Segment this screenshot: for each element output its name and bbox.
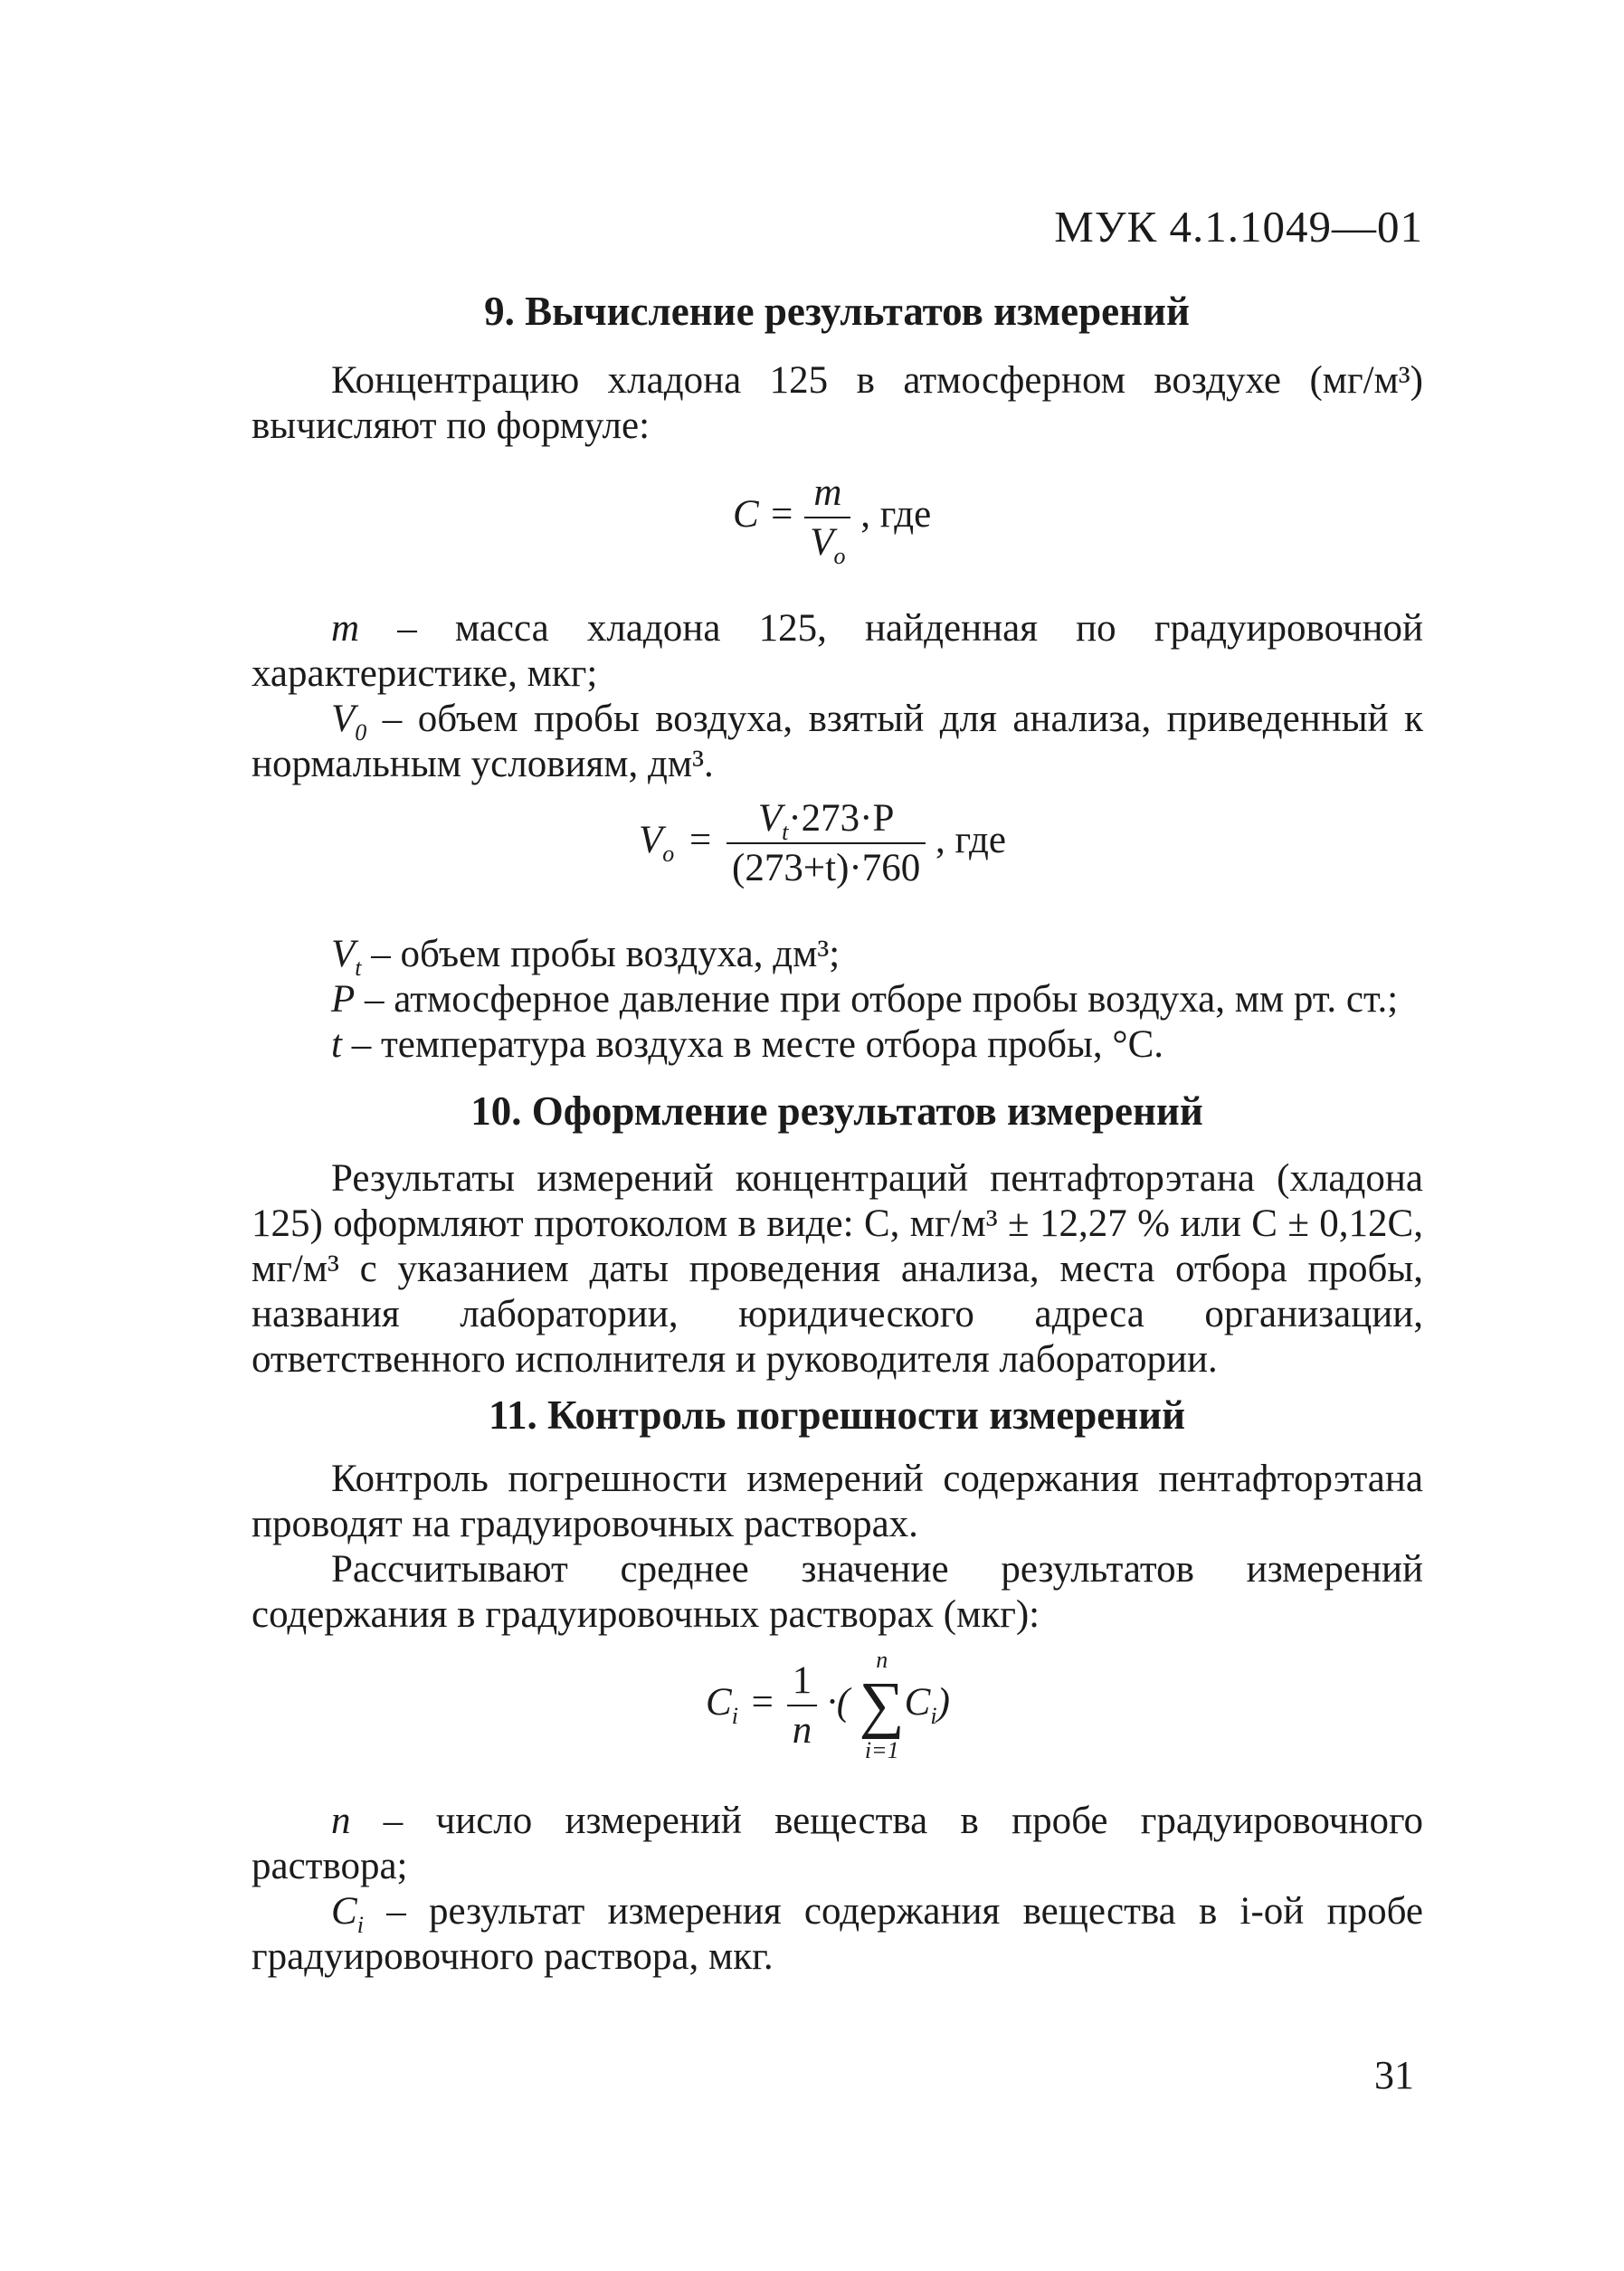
document-code: МУК 4.1.1049—01 — [1054, 202, 1423, 252]
section-11-p2: Рассчитывают среднее значение результатов измерений содержания в градуировочных растворах (мкг): — [252, 1548, 1423, 1636]
definition-v0 — [252, 697, 1423, 787]
def-m-text: – масса хладона 125, найденная по градуировочной характеристике, мкг; — [252, 607, 1424, 695]
formula-2-suffix: , где — [935, 818, 1006, 861]
def-vt-sub: t — [355, 955, 362, 981]
definition-vt — [252, 932, 1423, 981]
section-9-intro: Концентрацию хладона 125 в атмосферном воздухе (мг/м³) вычисляют по формуле: — [252, 359, 1423, 447]
def-ci-text: – результат измерения содержания вещества в i-ой пробе градуировочного раствора, мкг. — [252, 1890, 1424, 1978]
section-11-p1: Контроль погрешности измерений содержания пентафторэтана проводят на градуировочных растворах. — [252, 1458, 1423, 1545]
formula-volume — [639, 796, 1006, 890]
page-number: 31 — [1374, 2053, 1414, 2097]
formula-mean — [706, 1647, 950, 1764]
definition-ci — [252, 1889, 1423, 1980]
def-v0-symbol: V — [331, 698, 356, 740]
section-10-title: 10. Оформление результатов измерений — [470, 1088, 1203, 1134]
def-p-symbol: P — [331, 978, 356, 1021]
formula-3-fraction — [787, 1658, 818, 1753]
formula-1-numerator: m — [813, 471, 842, 514]
def-p-text: – атмосферное давление при отборе пробы воздуха, мм рт. ст.; — [365, 978, 1399, 1021]
formula-1-denominator-sub: o — [833, 543, 846, 569]
formula-3-lhs: C — [706, 1680, 732, 1724]
formula-3-term-sub: i — [930, 1702, 937, 1729]
formula-3-dot: ·( — [826, 1680, 850, 1724]
definition-p — [252, 977, 1423, 1022]
section-10-body: Результаты измерений концентраций пентафторэтана (хладона 125) оформляют протоколом в виде: С, мг/м³ ± 12,27 % или С ± 0,12С, мг/м³ с указанием даты проведения анализа, места отбора пробы, названия лаборатории, юридического адреса организации, ответственного исполнителя и руководителя лаборатории. — [252, 1157, 1423, 1381]
formula-3-denominator: n — [787, 1705, 818, 1753]
def-ci-sub: i — [356, 1912, 364, 1938]
formula-1-lhs: C = — [733, 492, 795, 536]
formula-1-denominator: V — [810, 521, 834, 564]
def-m-symbol: m — [331, 607, 360, 650]
formula-3-sum — [859, 1647, 905, 1764]
formula-2-lhs-sub: o — [662, 840, 675, 867]
def-t-text: – температура воздуха в месте отбора пробы, °С. — [351, 1023, 1164, 1066]
formula-2-numerator: ·273·P — [788, 797, 895, 840]
formula-3-upper: n — [876, 1647, 888, 1673]
section-11-title: 11. Контроль погрешности измерений — [488, 1392, 1186, 1438]
formula-3-term: C — [904, 1680, 931, 1724]
definition-m — [252, 606, 1423, 697]
formula-3-sigma: ∑ — [859, 1670, 905, 1740]
formula-3-close: ) — [936, 1680, 950, 1724]
formula-2-num-sub: t — [782, 819, 789, 845]
formula-2-lhs: V — [639, 818, 663, 861]
formula-1-fraction — [804, 470, 850, 569]
formula-3-numerator: 1 — [792, 1659, 812, 1702]
def-ci-symbol: C — [331, 1890, 357, 1933]
formula-2-fraction — [727, 796, 926, 890]
def-t-symbol: t — [331, 1023, 342, 1066]
formula-1-suffix: , где — [860, 492, 932, 536]
formula-2-denominator: (273+t)·760 — [727, 842, 926, 890]
def-vt-text: – объем пробы воздуха, дм³; — [371, 933, 840, 975]
definition-n — [252, 1799, 1423, 1889]
formula-2-num-symbol: V — [757, 797, 783, 840]
formula-3-eq: = — [751, 1680, 774, 1724]
formula-3-lower: i=1 — [864, 1737, 899, 1763]
definition-t — [252, 1022, 1423, 1068]
def-v0-sub: 0 — [355, 719, 367, 746]
formula-concentration — [733, 470, 932, 569]
section-9-title: 9. Вычисление результатов измерений — [484, 289, 1190, 334]
def-n-symbol: n — [331, 1800, 351, 1842]
def-n-text: – число измерений вещества в пробе градуировочного раствора; — [252, 1800, 1424, 1887]
def-v0-text: – объем пробы воздуха, взятый для анализа, приведенный к нормальным условиям, дм³. — [252, 698, 1424, 785]
formula-3-lhs-sub: i — [731, 1702, 738, 1729]
formula-2-eq: = — [689, 818, 712, 861]
def-vt-symbol: V — [331, 933, 356, 975]
